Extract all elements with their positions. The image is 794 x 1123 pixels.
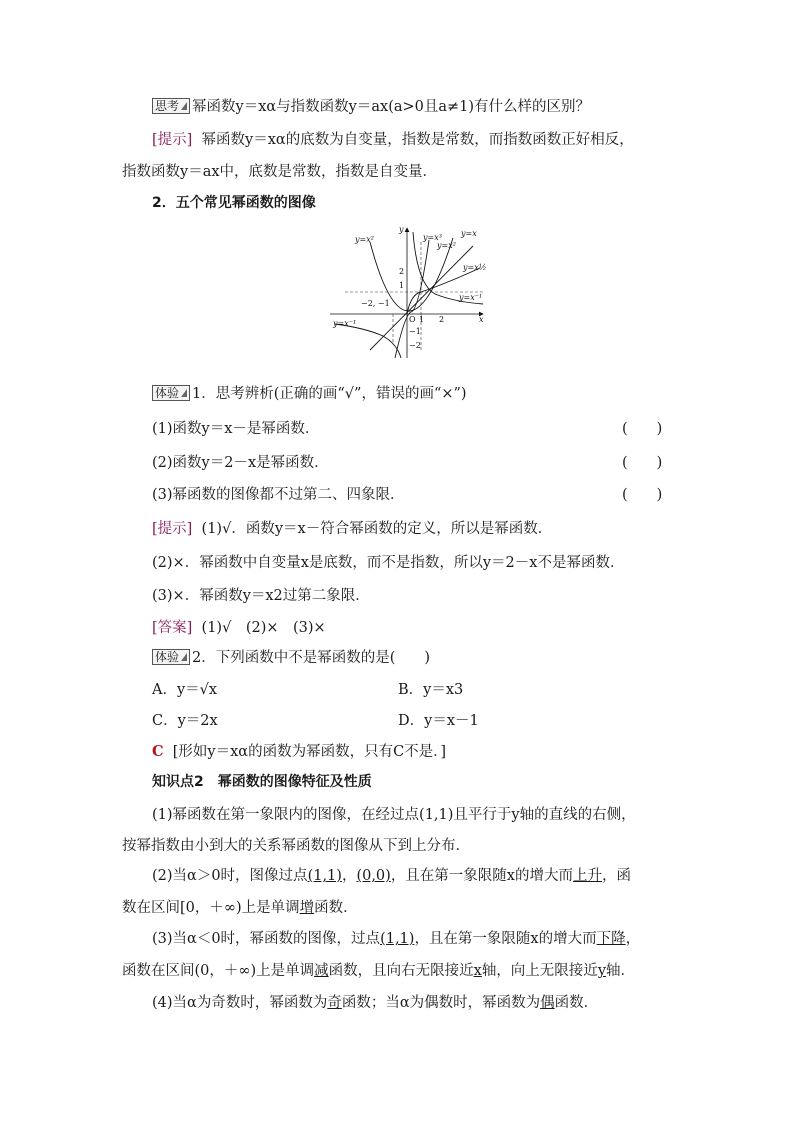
kp2-p2a-u1: (1,1): [307, 868, 342, 884]
kp2-p4-2: 函数；当α为偶数时，幂函数为: [341, 995, 541, 1011]
exp1-intro: 1．思考辨析(正确的画“√”，错误的画“×”): [192, 386, 467, 402]
label-y-sqrt: y=x½: [463, 263, 487, 272]
label-axis-y: y: [399, 225, 404, 234]
label-origin: O: [409, 315, 416, 324]
exp1-paren-3: ( ): [622, 487, 663, 503]
think-question-line: [152, 97, 590, 117]
kp2-p2a-4: ，函: [602, 868, 631, 884]
kp2-p3b-3: 轴，向上无限接近: [481, 963, 598, 979]
exp1-item-2: (2)函数y＝2－x是幂函数．: [152, 455, 329, 471]
curve-y-x: [370, 246, 473, 350]
think-hint-line2: 指数函数y＝ax中，底数是常数，指数是自变量．: [122, 164, 438, 180]
kp2-p2b-2: 函数．: [314, 900, 358, 916]
exp1-hint1: (1)√．函数y＝x－符合幂函数的定义，所以是幂函数．: [201, 521, 553, 537]
exp2-answer-line: [152, 742, 446, 762]
kp2-p3b-u3: y: [597, 963, 607, 979]
kp2-p4-u1: 奇: [327, 995, 342, 1011]
kp2-p3b-2: 函数，且向右无限接近: [328, 963, 474, 979]
kp2-p3a-2: ，且在第一象限随x的增大而: [414, 931, 597, 947]
exp2-option-d: D．y＝x－1: [398, 713, 479, 729]
kp2-p4-1: (4)当α为奇数时，幂函数为: [152, 995, 328, 1011]
think-hint-label: [提示]: [152, 132, 193, 148]
kp2-p3b-1: 函数在区间(0，＋∞)上是单调: [122, 963, 315, 979]
think-hint-text1: 幂函数y＝xα的底数为自变量，指数是常数，而指数函数正好相反，: [201, 132, 634, 148]
kp2-p3a-u2: 下降: [596, 931, 626, 947]
think-hint-line1: [152, 130, 634, 150]
exp1-answer-label: [答案]: [152, 620, 193, 636]
exp1-intro-line: [152, 384, 467, 404]
exp2-answer-text: [形如y＝xα的函数为幂函数，只有C不是．]: [172, 744, 447, 760]
exp1-hint-label: [提示]: [152, 521, 193, 537]
tick-y-m2: −2: [409, 341, 421, 350]
kp2-p2a-u3: 上升: [573, 868, 602, 884]
exp1-answer: (1)√ (2)× (3)×: [201, 620, 326, 636]
kp2-p3b-4: 轴．: [606, 963, 636, 979]
kp2-p2a-1: (2)当α＞0时，图像过点: [152, 868, 308, 884]
tick-y-m1: −1: [409, 327, 421, 336]
exp1-hint3: (3)×．幂函数y＝x2过第二象限．: [152, 588, 370, 604]
kp2-p2b-1: 数在区间[0，＋∞)上是单调: [122, 900, 300, 916]
exp2-question-line: [152, 648, 430, 668]
kp2-p3a-u1: (1,1): [380, 931, 415, 947]
kp2-p3a-3: ，: [625, 931, 641, 947]
exp1-item-3: (3)幂函数的图像都不过第二、四象限．: [152, 487, 405, 503]
exp2-answer-letter: C: [152, 743, 164, 760]
kp2-p4-line: [152, 993, 598, 1013]
kp2-p3a-1: (3)当α＜0时，幂函数的图像，过点: [152, 931, 381, 947]
label-y-inv-left: y=x⁻¹: [333, 319, 357, 328]
think-tag: 思考: [152, 98, 190, 114]
exp2-tag: 体验: [152, 649, 190, 665]
tick-y-2: 2: [399, 267, 405, 276]
kp2-p1-line2: 按幂指数由小到大的关系幂函数的图像从下到上分布．: [122, 838, 470, 854]
label-y-x3: y=x³: [423, 233, 442, 242]
exp2-option-c: C．y＝2x: [152, 713, 218, 729]
exp1-paren-2: ( ): [622, 455, 663, 471]
kp2-p3b-u1: 减: [314, 963, 329, 979]
exp1-answer-line: [152, 618, 326, 638]
kp2-p2a-u2: (0,0): [356, 868, 391, 884]
tick-y-1: 1: [399, 281, 405, 290]
label-y-x2-left: y=x²: [355, 235, 374, 244]
power-function-graph: [325, 222, 490, 362]
kp2-p4-3: 函数．: [554, 995, 599, 1011]
exp1-hint-line1: [152, 519, 552, 539]
exp2-question: 2．下列函数中不是幂函数的是( ): [192, 650, 431, 666]
section-2-title: 2．五个常见幂函数的图像: [152, 195, 316, 211]
label-y-x2-right: y=x²: [437, 241, 456, 250]
kp2-p2-line2: [122, 898, 358, 918]
kp2-p2-line1: [152, 866, 631, 886]
label-y-inv-right: y=x⁻¹: [459, 293, 483, 302]
tick-x-m2: −2, −1: [361, 299, 390, 308]
label-y-x: y=x: [461, 229, 477, 238]
exp1-hint2: (2)×．幂函数中自变量x是底数，而不是指数，所以y＝2－x不是幂函数．: [152, 555, 625, 571]
exp2-option-a: A．y＝√x: [152, 682, 218, 698]
kp2-p3-line1: [152, 929, 640, 949]
kp2-p2b-u: 增: [299, 900, 315, 916]
exp1-tag: 体验: [152, 385, 190, 401]
kp2-title: 知识点2 幂函数的图像特征及性质: [152, 774, 372, 790]
exp1-paren-1: ( ): [622, 421, 663, 437]
kp2-p3b-u2: x: [473, 963, 482, 979]
kp2-p2a-2: ，: [341, 868, 357, 884]
think-question: 幂函数y＝xα与指数函数y＝ax(a>0且a≠1)有什么样的区别？: [192, 99, 591, 115]
kp2-p1-line1: (1)幂函数在第一象限内的图像，在经过点(1,1)且平行于y轴的直线的右侧，: [152, 807, 636, 823]
kp2-p4-u2: 偶: [540, 995, 555, 1011]
tick-x-1: 1: [419, 315, 425, 324]
tick-x-2: 2: [439, 315, 445, 324]
exp2-option-b: B．y＝x3: [398, 682, 464, 698]
kp2-p2a-3: ，且在第一象限随x的增大而: [390, 868, 573, 884]
exp1-item-1: (1)函数y＝x－是幂函数．: [152, 421, 320, 437]
label-axis-x: x: [479, 315, 484, 324]
kp2-p3-line2: [122, 961, 635, 981]
